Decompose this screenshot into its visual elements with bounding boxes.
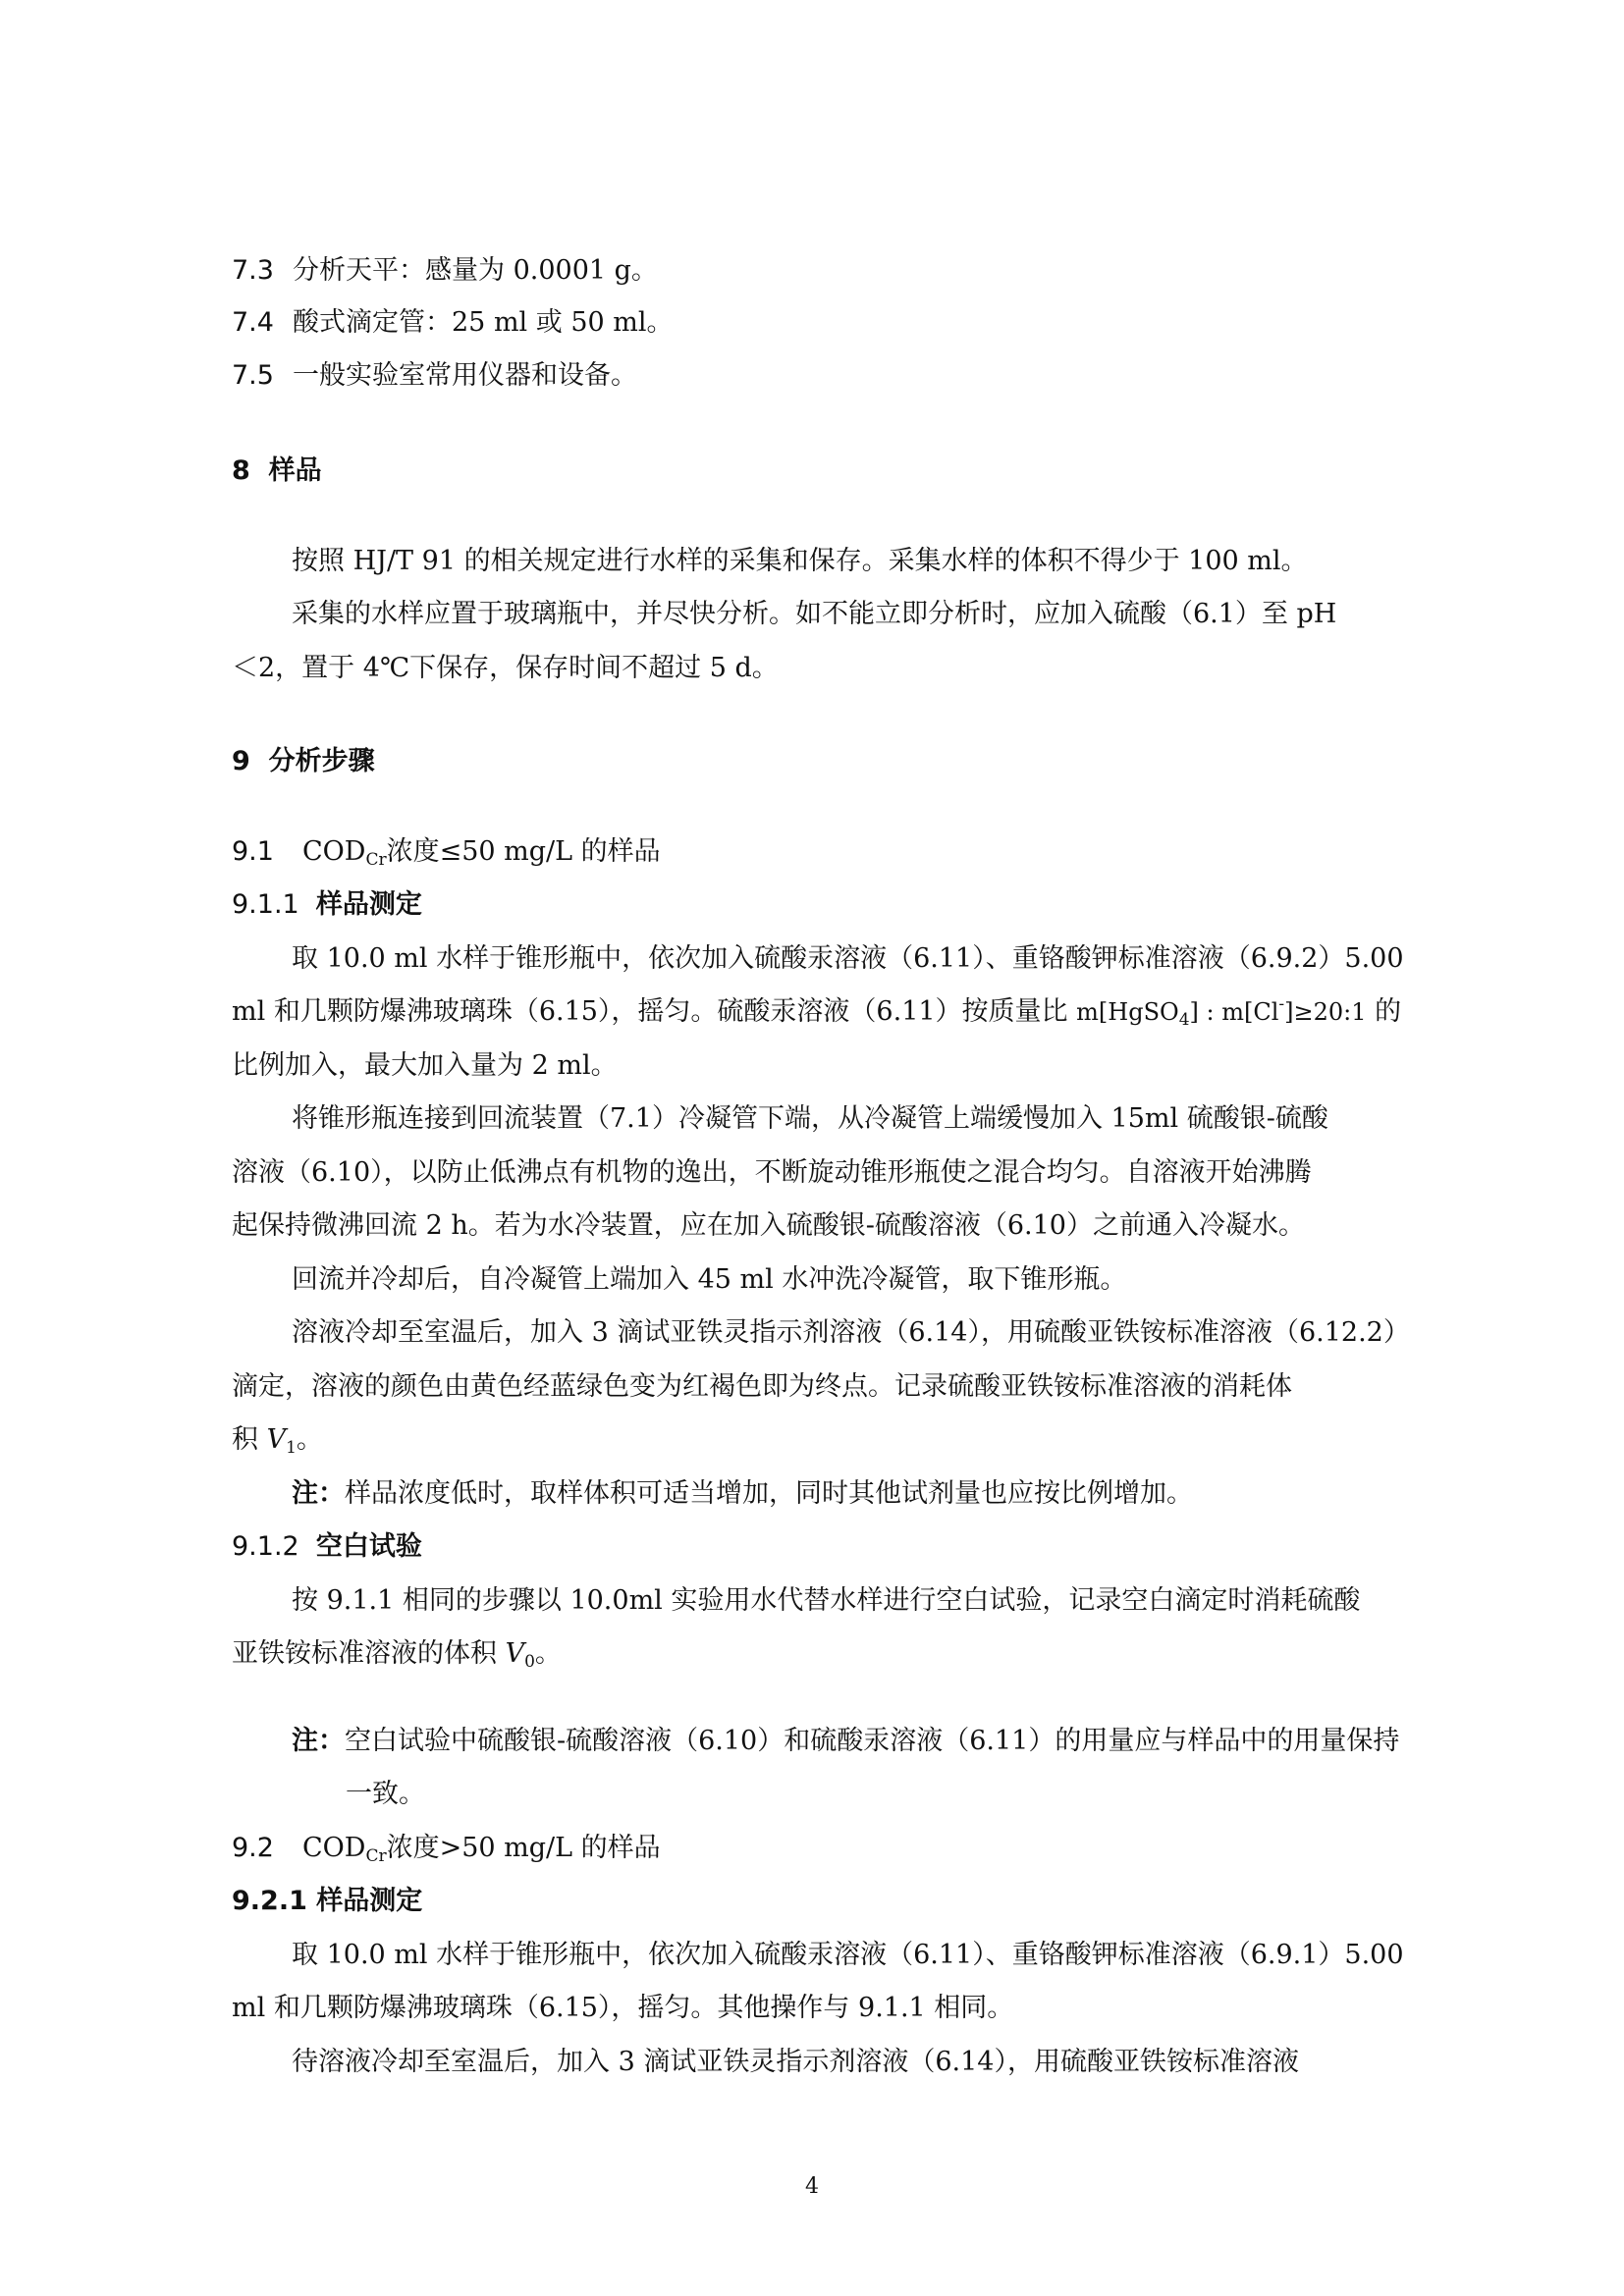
formula-part: m[HgSO — [1076, 998, 1179, 1026]
note-text: 空白试验中硫酸银-硫酸溶液（6.10）和硫酸汞溶液（6.11）的用量应与样品中的用量保持 — [345, 1726, 1400, 1756]
paragraph-line: 回流并冷却后，自冷凝管上端加入 45 ml 水冲洗冷凝管，取下锥形瓶。 — [292, 1264, 1127, 1295]
paragraph-line: 按 9.1.1 相同的步骤以 10.0ml 实验用水代替水样进行空白试验，记录空白滴定时消耗硫酸 — [292, 1585, 1361, 1616]
paragraph-text: 的 — [1375, 996, 1402, 1027]
heading-title: 样品 — [268, 455, 322, 486]
paragraph-text: ml 和几颗防爆沸玻璃珠（6.15），摇匀。硫酸汞溶液（6.11）按质量比 — [232, 996, 1068, 1027]
heading-title: 分析步骤 — [268, 746, 375, 776]
variable-subscript: 1 — [286, 1438, 297, 1458]
cr-subscript: Cr — [365, 850, 387, 870]
item-number: 7.4 — [232, 307, 274, 338]
note-text: 样品浓度低时，取样体积可适当增加，同时其他试剂量也应按比例增加。 — [345, 1478, 1193, 1509]
subsection-9-1-1-heading — [232, 885, 422, 925]
paragraph-line: 溶液（6.10），以防止低沸点有机物的逸出，不断旋动锥形瓶使之混合均匀。自溶液开始沸腾 — [232, 1157, 1312, 1188]
heading-number: 9.1 — [232, 836, 274, 867]
note — [292, 1722, 1399, 1761]
cr-subscript: Cr — [365, 1846, 387, 1866]
variable-v: V — [505, 1638, 525, 1669]
item-number: 7.3 — [232, 255, 274, 286]
subsection-9-1-2-heading — [232, 1527, 422, 1567]
item-7-4 — [232, 303, 674, 343]
paragraph-line — [232, 992, 1401, 1032]
subsection-9-2-heading — [232, 1829, 661, 1868]
formula-part: ] : m[Cl — [1189, 998, 1279, 1026]
heading-number: 9.1.1 — [232, 889, 299, 920]
heading-text: 浓度>50 mg/L 的样品 — [386, 1833, 661, 1863]
page-number: 4 — [805, 2174, 819, 2199]
variable-v: V — [266, 1424, 287, 1455]
paragraph-line: 滴定，溶液的颜色由黄色经蓝绿色变为红褐色即为终点。记录硫酸亚铁铵标准溶液的消耗体 — [232, 1371, 1292, 1402]
paragraph-line: 起保持微沸回流 2 h。若为水冷装置，应在加入硫酸银-硫酸溶液（6.10）之前通入冷凝水。 — [232, 1210, 1305, 1241]
note-label: 注： — [292, 1726, 345, 1756]
formula-subscript: 4 — [1178, 1010, 1190, 1030]
item-7-3 — [232, 251, 658, 291]
paragraph-text: 采集的水样应置于玻璃瓶中，并尽快分析。如不能立即分析时，应加入硫酸（6.1）至 pH — [292, 599, 1337, 629]
paragraph: 按照 HJ/T 91 的相关规定进行水样的采集和保存。采集水样的体积不得少于 100 ml。 — [292, 546, 1308, 576]
paragraph-line — [232, 1420, 323, 1460]
paragraph-line — [292, 595, 1407, 634]
paragraph-line — [232, 1634, 562, 1674]
formula-part: ]≥20:1 — [1284, 998, 1367, 1026]
paragraph-line: 溶液冷却至室温后，加入 3 滴试亚铁灵指示剂溶液（6.14），用硫酸亚铁铵标准溶液（6.12.2） — [292, 1317, 1410, 1348]
paragraph-line: 待溶液冷却至室温后，加入 3 滴试亚铁灵指示剂溶液（6.14），用硫酸亚铁铵标准溶液 — [292, 2047, 1299, 2077]
paragraph-line: 取 10.0 ml 水样于锥形瓶中，依次加入硫酸汞溶液（6.11）、重铬酸钾标准溶液（6.9.1）5.00 — [292, 1940, 1404, 1970]
section-9-heading — [232, 742, 375, 781]
heading-number: 9.1.2 — [232, 1531, 299, 1562]
item-text: 酸式滴定管：25 ml 或 50 ml。 — [293, 307, 674, 338]
heading-text: 浓度≤50 mg/L 的样品 — [386, 836, 661, 867]
subsection-9-1-heading — [232, 832, 661, 872]
heading-number: 8 — [232, 455, 250, 486]
formula-superscript: - — [1278, 994, 1285, 1014]
paragraph-text: 亚铁铵标准溶液的体积 — [232, 1638, 506, 1669]
item-text: 分析天平：感量为 0.0001 g。 — [293, 255, 658, 286]
note — [292, 1474, 1193, 1514]
paragraph-text: 。 — [534, 1638, 562, 1669]
paragraph-text: 积 — [232, 1424, 267, 1455]
cod-text: COD — [302, 1833, 366, 1863]
paragraph-line: 将锥形瓶连接到回流装置（7.1）冷凝管下端，从冷凝管上端缓慢加入 15ml 硫酸银-硫酸 — [292, 1103, 1328, 1134]
note-continuation: 一致。 — [346, 1779, 425, 1809]
paragraph-text: 。 — [296, 1424, 323, 1455]
heading-number: 9 — [232, 746, 250, 776]
variable-subscript: 0 — [524, 1652, 535, 1672]
subsection-9-2-1-heading — [232, 1882, 422, 1921]
heading-title: 样品测定 — [315, 889, 422, 920]
section-8-heading — [232, 452, 322, 491]
note-label: 注： — [292, 1478, 345, 1509]
item-number: 7.5 — [232, 360, 274, 391]
cod-text: COD — [302, 836, 366, 867]
mass-ratio-formula — [1076, 994, 1367, 1030]
paragraph-line: ml 和几颗防爆沸玻璃珠（6.15），摇匀。其他操作与 9.1.1 相同。 — [232, 1993, 1014, 2023]
item-7-5 — [232, 356, 637, 396]
item-text: 一般实验室常用仪器和设备。 — [293, 360, 637, 391]
paragraph-line: 取 10.0 ml 水样于锥形瓶中，依次加入硫酸汞溶液（6.11）、重铬酸钾标准溶液（6.9.2）5.00 — [292, 943, 1404, 974]
heading-number: 9.2.1 — [232, 1886, 307, 1916]
heading-title: 样品测定 — [316, 1886, 423, 1916]
heading-title: 空白试验 — [315, 1531, 422, 1562]
paragraph-line: 比例加入，最大加入量为 2 ml。 — [232, 1050, 618, 1081]
heading-number: 9.2 — [232, 1833, 274, 1863]
paragraph-line: ＜2，置于 4℃下保存，保存时间不超过 5 d。 — [232, 653, 779, 683]
